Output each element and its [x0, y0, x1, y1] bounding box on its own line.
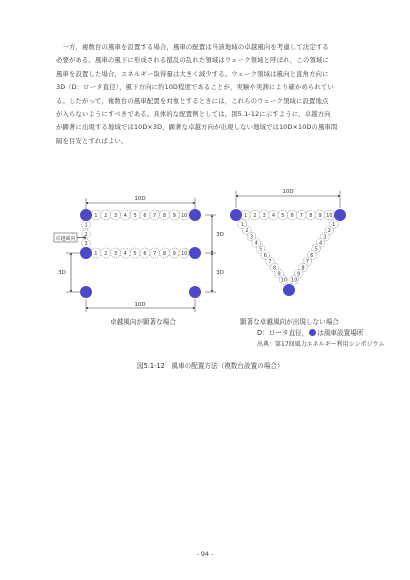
wake-number: 10: [291, 278, 298, 284]
wake-number: 8: [309, 213, 313, 219]
dimension-label: 10D: [134, 196, 146, 202]
wake-number: 8: [301, 266, 305, 272]
turbine-icon: [283, 284, 295, 296]
wake-number: 7: [153, 213, 157, 219]
wake-number: 7: [299, 213, 303, 219]
wake-edge-left: [238, 220, 288, 284]
legend: [257, 327, 363, 337]
page-number: - 94 -: [196, 550, 214, 558]
right-diagram-caption: 顕著な卓越風向が出現しない場合: [240, 318, 339, 326]
wake-number: 6: [143, 251, 147, 257]
wake-number: 9: [172, 213, 176, 219]
wake-number: 9: [297, 272, 301, 278]
wake-number: 1: [84, 223, 88, 229]
wake-number: 6: [263, 253, 267, 259]
left-layout-diagram: [54, 196, 224, 312]
wake-number: 3: [113, 213, 118, 219]
wake-number: 8: [162, 251, 167, 257]
wake-number: 4: [272, 213, 276, 219]
wake-number: 4: [123, 213, 127, 219]
turbine-icon: [189, 247, 201, 259]
left-diagram-caption: 卓越風向が顕著な場合: [110, 318, 176, 326]
wake-column: [82, 220, 91, 247]
wake-edge-right: [290, 220, 338, 284]
wake-number: 7: [153, 251, 157, 257]
wake-number: 6: [310, 253, 314, 259]
wake-number: 7: [268, 260, 272, 266]
wake-number: 3: [249, 235, 254, 241]
wake-number: 4: [319, 241, 323, 247]
wake-number: 5: [281, 213, 285, 219]
turbine-icon: [334, 209, 346, 221]
text-line: が入らないようにすべきである。具体的な配置例としては，図5.1-12に示すように，卓越方向: [56, 111, 331, 119]
wake-number: 6: [143, 213, 147, 219]
wake-number: 3: [113, 251, 118, 257]
wake-number: 1: [94, 251, 98, 257]
turbine-legend-icon: [309, 329, 316, 336]
wake-row-bottom: [91, 248, 189, 258]
text-line: 風車を設置した場合，エネルギー取得量は大きく減少する。ウェーク領域は風向と直角方向に: [56, 70, 329, 78]
text-line: 3D（D：ロータ直径），風下方向に約10D程度であることが，実験や実測により確かめられてい: [56, 84, 334, 92]
wake-number: 6: [290, 213, 294, 219]
wake-number: 10: [181, 251, 188, 257]
dimension-label: 3D: [216, 232, 224, 238]
wake-number: 7: [305, 260, 309, 266]
dimension-label: 10D: [282, 189, 294, 195]
wake-number: 10: [280, 278, 287, 284]
wake-row-top: [91, 210, 189, 220]
text-line: 隔を目安とすればよい。: [56, 137, 128, 145]
figure-title: 図5.1-12 風車の配置方法（複数台設置の場合）: [137, 362, 284, 370]
dimension-label: 3D: [216, 270, 224, 276]
turbine-icon: [189, 209, 201, 221]
wake-number: 5: [133, 251, 137, 257]
wake-number: 2: [253, 213, 257, 219]
wake-number: 10: [181, 213, 188, 219]
turbine-icon: [80, 209, 92, 221]
text-line: 一方，複数台の風車を設置する場合，風車の配置は当該地域の卓越風向を考慮して決定する: [56, 44, 329, 51]
wind-direction-label: 卓越風向: [55, 236, 76, 242]
wake-edge-top: [241, 210, 335, 220]
wake-number: 4: [254, 241, 258, 247]
wake-number: 5: [133, 213, 137, 219]
turbine-icon: [80, 286, 92, 298]
legend-prefix: D：ロータ直径，: [257, 329, 309, 337]
wake-number: 3: [323, 235, 327, 241]
wake-number: 2: [245, 229, 249, 235]
dimension-label: 10D: [134, 302, 146, 308]
turbine-icon: [80, 247, 92, 259]
legend-suffix: は風車設置場所: [317, 329, 364, 337]
text-line: る。したがって，複数台の風車配置を対象とするときには，これらのウェーク領域に設置地点: [56, 97, 329, 105]
wake-number: 1: [94, 213, 98, 219]
wake-number: 2: [327, 229, 331, 235]
wake-number: 9: [318, 213, 322, 219]
turbine-icon: [189, 286, 201, 298]
wake-number: 3: [84, 242, 88, 248]
wake-number: 4: [123, 251, 127, 257]
dimension-label: 3D: [58, 270, 66, 276]
wake-number: 1: [332, 222, 336, 228]
wake-number: 10: [326, 213, 333, 219]
wake-number: 9: [277, 272, 281, 278]
text-line: 必要がある。風車の風下に形成される撹乱の乱れた領域はウェーク領域と呼ばれ，この領域に: [56, 57, 329, 65]
wake-number: 3: [262, 213, 266, 219]
wake-number: 2: [104, 251, 108, 257]
wake-number: 5: [259, 247, 263, 253]
figure-source: 出典：第17回風力エネルギー利用シンポジウム: [257, 341, 385, 348]
wake-number: 8: [272, 266, 277, 272]
turbine-icon: [230, 209, 242, 221]
right-layout-diagram: [230, 189, 346, 296]
text-line: が顕著に出現する地域では10D×3D，顕著な卓越方向が出現しない地域では10D×10Dの風車間: [56, 124, 338, 132]
wake-number: 5: [314, 247, 318, 253]
wake-number: 8: [162, 213, 167, 219]
wake-number: 2: [84, 232, 88, 238]
wake-number: 2: [104, 213, 108, 219]
wake-number: 1: [244, 213, 248, 219]
wake-number: 1: [240, 222, 244, 228]
wake-number: 9: [172, 251, 176, 257]
